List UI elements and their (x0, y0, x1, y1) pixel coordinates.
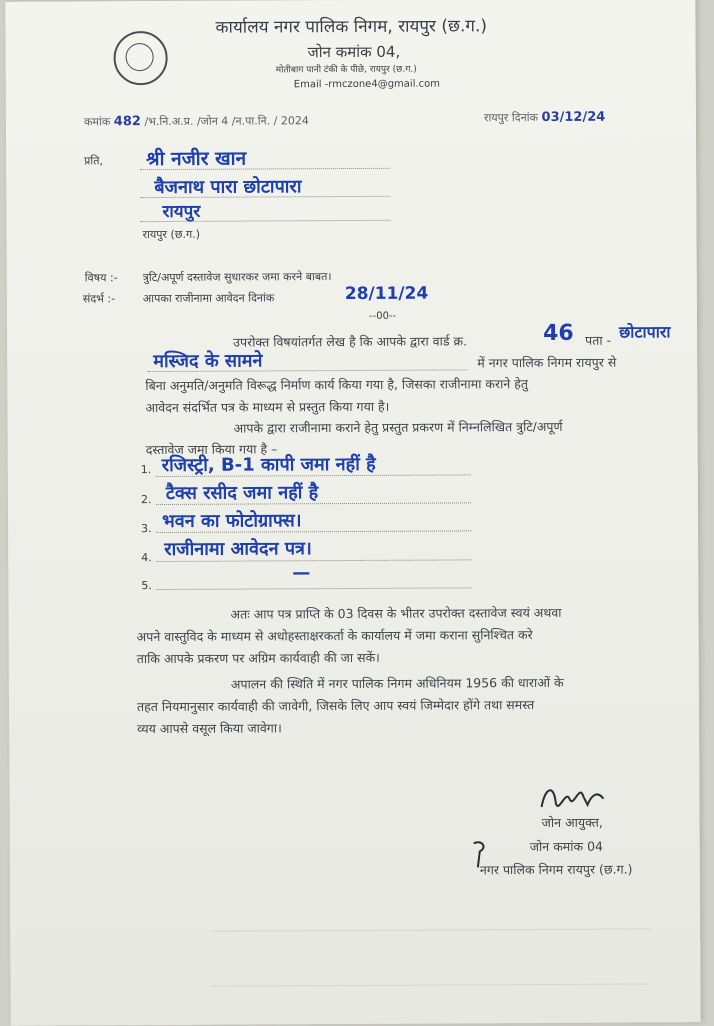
item-5-text: — (292, 562, 311, 584)
ward-number: 46 (543, 320, 574, 347)
letter-sheet (5, 0, 700, 1026)
item-2-number: 2. (140, 493, 152, 507)
reference-text: आपका राजीनामा आवेदन दिनांक (142, 291, 275, 306)
subject-text: त्रुटि/अपूर्ण दस्तावेज सुधारकर जमा करने बाबत। (142, 270, 332, 285)
item-5-number: 5. (141, 579, 152, 593)
area-name: छोटापारा (619, 322, 671, 342)
address-label: पता - (585, 332, 612, 348)
reference-number: 482 (113, 114, 141, 130)
para3-line1: अतः आप पत्र प्राप्ति के 03 दिवस के भीतर उपरोक्त दस्तावेज स्वयं अथवा (230, 604, 562, 622)
office-address: मोतीबाग पानी टंकी के पीछे, रायपुर (छ.ग.) (275, 64, 417, 76)
recipient-name: श्री नजीर खान (146, 147, 247, 171)
signature-scribble (535, 777, 615, 817)
recipient-city-handwritten: रायपुर (162, 201, 201, 222)
reference-suffix: /भ.नि.अ.प्र. /जोन 4 /न.पा.नि. / 2024 (144, 114, 309, 129)
recipient-city-printed: रायपुर (छ.ग.) (142, 227, 201, 242)
office-title: कार्यालय नगर पालिक निगम, रायपुर (छ.ग.) (215, 16, 488, 38)
item-3-text: भवन का फोटोग्राफ्स। (161, 510, 302, 532)
item-1-number: 1. (140, 463, 152, 477)
para3-line3: ताकि आपके प्रकरण पर अग्रिम कार्यवाही की जा सकें। (136, 649, 380, 667)
signatory-office: नगर पालिक निगम रायपुर (छ.ग.) (479, 861, 633, 878)
date-line (484, 110, 605, 126)
subject-label: विषय :- (84, 271, 118, 285)
para4-line1: अपालन की स्थिति में नगर पालिक निगम अधिनियम 1956 की धाराओं के (230, 674, 564, 692)
item-4-text: राजीनामा आवेदन पत्र। (164, 538, 312, 560)
para1-line1: उपरोक्त विषयांतर्गत लेख है कि आपके द्वारा वार्ड क्र. (233, 333, 468, 350)
signatory-designation: जोन आयुक्त, (541, 814, 603, 831)
date-label: रायपुर दिनांक (483, 111, 539, 125)
office-email: Email -rmczone4@gmail.com (293, 78, 441, 91)
address-handwritten: मस्जिद के सामने (153, 350, 263, 373)
para1-line2: में नगर पालिक निगम रायपुर से (477, 354, 617, 371)
recipient-label: प्रति, (84, 154, 104, 168)
para1-line3: बिना अनुमति/अनुमति विरूद्ध निर्माण कार्य किया गया है, जिसका राजीनामा कराने हेतु (145, 376, 529, 394)
reference-label: संदर्भ :- (82, 292, 116, 306)
separator: --00-- (368, 310, 397, 322)
para3-line2: अपने वास्तुविद के माध्यम से अधोहस्ताक्षरकर्ता के कार्यालय में जमा कराना सुनिश्चित करे (136, 627, 533, 645)
initial-mark (466, 837, 496, 871)
signatory-zone: जोन कमांक 04 (529, 838, 604, 855)
letter-date: 03/12/24 (541, 109, 606, 126)
reference-line (84, 113, 309, 129)
zone-title: जोन कमांक 04, (307, 42, 401, 62)
para2-line1: आपके द्वारा राजीनामा कराने हेतु प्रस्तुत प्रकरण में निम्नलिखित त्रुटि/अपूर्ण (233, 418, 563, 436)
item-4-number: 4. (141, 551, 152, 565)
item-1-text: रजिस्ट्री, B-1 कापी जमा नहीं है (161, 453, 376, 477)
reference-date: 28/11/24 (344, 283, 429, 305)
para4-line2: तहत नियमानुसार कार्यवाही की जावेगी, जिसके लिए आप स्वयं जिम्मेदार होंगे तथा समस्त (136, 697, 535, 715)
para4-line3: व्यय आपसे वसूल किया जावेगा। (137, 720, 282, 737)
para2-line2: दस्तावेज जमा किया गया है – (145, 441, 278, 458)
item-2-text: टैक्स रसीद जमा नहीं है (165, 482, 319, 504)
reference-prefix: कमांक (83, 115, 111, 129)
municipal-seal-logo (113, 31, 167, 85)
item-3-number: 3. (141, 522, 152, 536)
para1-line4: आवेदन संदर्भित पत्र के माध्यम से प्रस्तुत किया गया है। (145, 398, 390, 416)
recipient-locality: बैजनाथ पारा छोटापारा (154, 176, 302, 199)
